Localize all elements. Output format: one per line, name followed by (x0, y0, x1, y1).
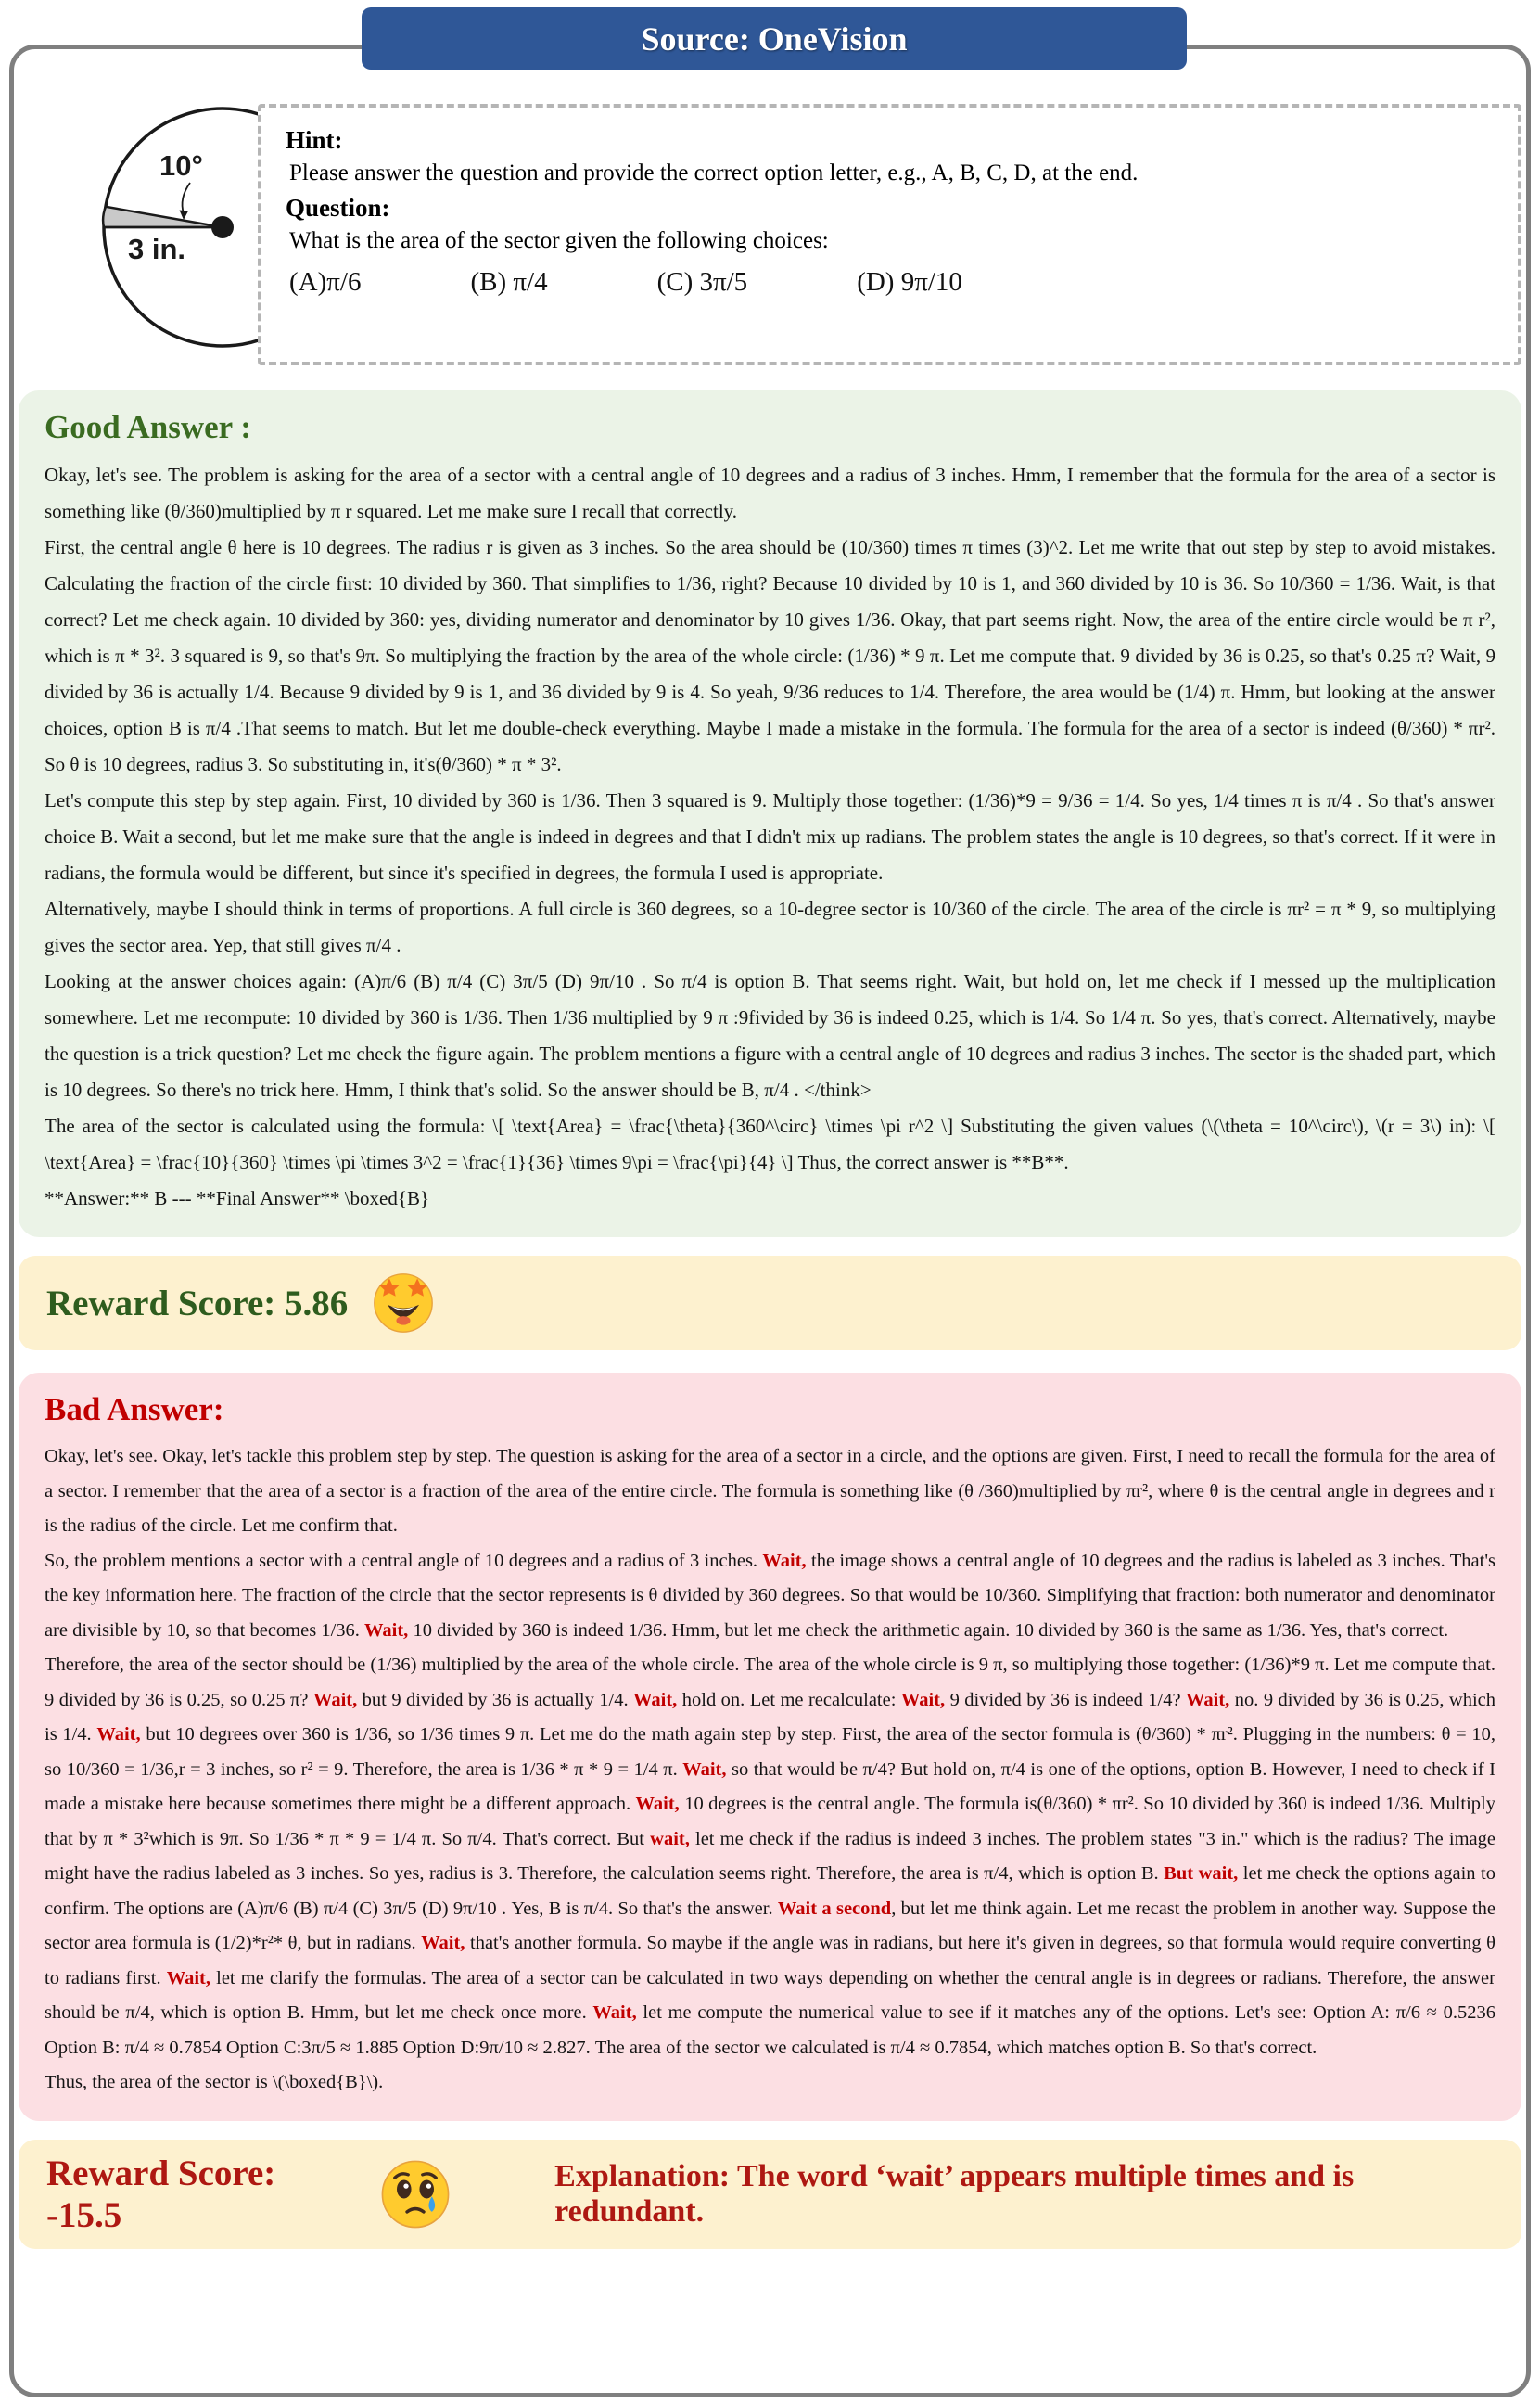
angle-label: 10° (159, 149, 203, 182)
good-answer-paragraph: The area of the sector is calculated using the formula: \[ \text{Area} = \frac{\theta}{360^\circ} \times \pi r^2 \] Substituting the given values (\(\theta = 10^\circ\), \(r = 3\) in): \[ \text{Area} = \frac{10}{360} \times \pi \times 3^2 = \frac{1}{36} \times 9\pi = \frac{\pi}{4} \] Thus, the correct answer is **B**. (45, 1115, 1495, 1173)
bad-answer-paragraph: Therefore, the area of the sector should be (1/36) multiplied by the area of the whole circle. The area of the whole circle is 9 π, so multiplying those together: (1/36)*9 π. Let me compute that. 9 divided by 36 is 0.25, so 0.25 π? Wait, but 9 divided by 36 is actually 1/4. Wait, hold on. Let me recalculate: Wait, 9 divided by 36 is indeed 1/4? Wait, no. 9 divided by 36 is 0.25, which is 1/4. Wait, but 10 degrees over 360 is 1/36, so 1/36 times 9 π. Let me do the math again step by step. First, the area of the sector formula is (θ/360) * πr². Plugging in the numbers: θ = 10, so 10/360 = 1/36,r = 3 inches, so r² = 9. Therefore, the area is 1/36 * π * 9 = 1/4 π. Wait, so that would be π/4? But hold on, π/4 is one of the options, option B. However, I need to check if I made a mistake here because sometimes there might be a different approach. Wait, 10 degrees is the central angle. The formula is(θ/360) * πr². So 10 divided by 360 is indeed 1/36. Multiply that by π * 3²which is 9π. So 1/36 * π * 9 = 1/4 π. So π/4. That's correct. But wait, let me check if the radius is indeed 3 inches. The problem states "3 in." which is the radius? The image might have the radius labeled as 3 inches. So yes, radius is 3. Therefore, the calculation seems right. Therefore, the area is π/4, which is option B. But wait, let me check the options again to confirm. The options are (A)π/6 (B) π/4 (C) 3π/5 (D) 9π/10 . Yes, B is π/4. So that's the answer. Wait a second, but let me think again. Let me recast the problem in another way. Suppose the sector area formula is (1/2)*r²* θ, but in radians. Wait, that's another formula. So maybe if the angle was in radians, but here it's given in degrees, so that formula would require converting θ to radians first. Wait, let me clarify the formulas. The area of a sector can be calculated in two ways depending on whether the central angle is in degrees or radians. Therefore, the answer should be π/4, which is option B. Hmm, but let me check once more. Wait, let me compute the numerical value to see if it matches any of the options. Let's see: Option A: π/6 ≈ 0.5236 Option B: π/4 ≈ 0.7854 Option C:3π/5 ≈ 1.885 Option D:9π/10 ≈ 2.827. The area of the sector we calculated is π/4 ≈ 0.7854, which matches option B. So that's correct. (45, 1655, 1496, 2058)
question-text: What is the area of the sector given the following choices: (289, 228, 829, 253)
crying-emoji (378, 2157, 452, 2231)
bad-answer-paragraph: Thus, the area of the sector is \(\boxed{B}\). (45, 2072, 384, 2092)
bad-answer-box (19, 1373, 1521, 2121)
answer-options (289, 267, 1494, 298)
good-reward-label: Reward Score: 5.86 (46, 1283, 349, 1323)
good-answer-paragraph: Looking at the answer choices again: (A)π/6 (B) π/4 (C) 3π/5 (D) 9π/10 . So π/4 is option B. That seems right. Wait, but hold on, let me check if I messed up the multiplication somewhere. Let me recompute: 10 divided by 360 is 1/36. Then 1/36 multiplied by 9 π :9fivided by 36 is indeed 0.25, which is 1/4. So 1/4 π. So yes, that's correct. Alternatively, maybe the question is a trick question? Let me check the figure again. The problem mentions a figure with a central angle of 10 degrees and radius 3 inches. The sector is the shaded part, which is 10 degrees. So there's no trick here. Hmm, I think that's solid. So the answer should be B, π/4 . </think> (45, 970, 1495, 1101)
star-struck-emoji (372, 1272, 435, 1335)
bad-answer-body (45, 1439, 1495, 2101)
radius-label: 3 in. (128, 233, 186, 265)
source-banner (362, 7, 1187, 70)
good-answer-title: Good Answer : (45, 409, 251, 445)
answer-option: (C) 3π/5 (656, 267, 748, 297)
good-answer-paragraph: Alternatively, maybe I should think in terms of proportions. A full circle is 360 degrees, so a 10-degree sector is 10/360 of the circle. The area of the circle is πr² = π * 9, so multiplying gives the sector area. Yep, that still gives π/4 . (45, 898, 1495, 956)
good-answer-body (45, 457, 1495, 1217)
reward-explanation: Explanation: The word ‘wait’ appears multiple times and is redundant. (554, 2158, 1355, 2229)
hint-label: Hint: (286, 126, 343, 154)
question-box (258, 104, 1521, 365)
question-label: Question: (286, 194, 390, 222)
good-answer-paragraph: Okay, let's see. The problem is asking for the area of a sector with a central angle of 10 degrees and a radius of 3 inches. Hmm, I remember that the formula for the area of a sector is something like (θ/360)multiplied by π r squared. Let me make sure I recall that correctly. (45, 464, 1495, 522)
hint-text: Please answer the question and provide the correct option letter, e.g., A, B, C, D, at the end. (289, 160, 1139, 185)
answer-option: (D) 9π/10 (857, 267, 962, 297)
good-reward-box (19, 1256, 1521, 1350)
bad-answer-paragraph: Okay, let's see. Okay, let's tackle this problem step by step. The question is asking for the area of a sector in a circle, and the options are given. First, I need to recall the formula for the area of a sector. I remember that the area of a sector is a fraction of the area of the entire circle. The formula is something like (θ /360)multiplied by πr², where θ is the central angle in degrees and r is the radius of the circle. Let me confirm that. (45, 1446, 1495, 1536)
answer-option: (A)π/6 (289, 267, 362, 297)
good-answer-box (19, 390, 1521, 1237)
good-answer-paragraph: Let's compute this step by step again. First, 10 divided by 360 is 1/36. Then 3 squared is 9. Multiply those together: (1/36)*9 = 9/36 = 1/4. So yes, 1/4 times π is π/4 . So that's answer choice B. Wait a second, but let me make sure that the angle is indeed in degrees and that I didn't mix up radians. The problem states the angle is 10 degrees, so that's correct. If it were in radians, the formula would be different, but since it's specified in degrees, the formula I used is appropriate. (45, 789, 1495, 884)
bad-reward-box (19, 2140, 1521, 2249)
bad-reward-label: Reward Score: -15.5 (46, 2153, 276, 2235)
answer-option: (B) π/4 (470, 267, 548, 297)
source-banner-title: Source: OneVision (641, 19, 908, 58)
bad-answer-title: Bad Answer: (45, 1391, 224, 1427)
problem-section (19, 88, 1521, 368)
good-answer-paragraph: First, the central angle θ here is 10 degrees. The radius r is given as 3 inches. So the area should be (10/360) times π times (3)^2. Let me write that out step by step to avoid mistakes. Calculating the fraction of the circle first: 10 divided by 360. That simplifies to 1/36, right? Because 10 divided by 10 is 1, and 360 divided by 10 is 36. So 10/360 = 1/36. Wait, is that correct? Let me check again. 10 divided by 360: yes, dividing numerator and denominator by 10 gives 1/36. Okay, that part seems right. Now, the area of the entire circle would be π r², which is π * 3². 3 squared is 9, so that's 9π. So multiplying the fraction by the area of the whole circle: (1/36) * 9 π. Let me compute that. 9 divided by 36 is 0.25, so that's 0.25 π? Wait, 9 divided by 36 is actually 1/4. Because 9 divided by 9 is 1, and 36 divided by 9 is 4. So yeah, 9/36 reduces to 1/4. Therefore, the area would be (1/4) π. Hmm, but looking at the answer choices, option B is π/4 .That seems to match. But let me double-check everything. Maybe I made a mistake in the formula. The formula for the area of a sector is indeed (θ/360) * πr². So θ is 10 degrees, radius 3. So substituting in, it's(θ/360) * π * 3². (45, 536, 1495, 775)
bad-answer-paragraph: So, the problem mentions a sector with a central angle of 10 degrees and a radius of 3 inches. Wait, the image shows a central angle of 10 degrees and the radius is labeled as 3 inches. That's the key information here. The fraction of the circle that the sector represents is θ divided by 360 degrees. So that would be 10/360. Simplifying that fraction: both numerator and denominator are divisible by 10, so that becomes 1/36. Wait, 10 divided by 360 is indeed 1/36. Hmm, but let me check the arithmetic again. 10 divided by 360 is the same as 1/36. Yes, that's correct. (45, 1550, 1495, 1641)
circle-center-dot (211, 216, 234, 238)
good-answer-paragraph: **Answer:** B --- **Final Answer** \boxed{B} (45, 1187, 430, 1209)
